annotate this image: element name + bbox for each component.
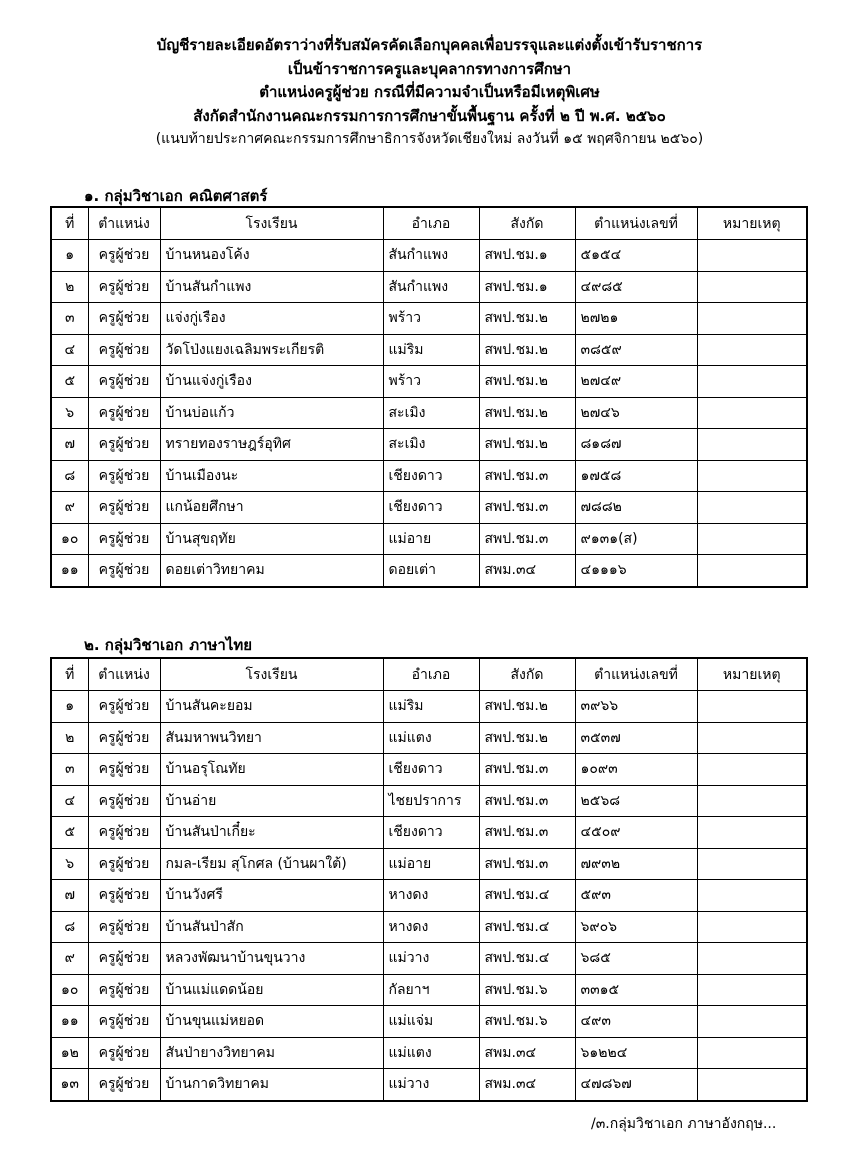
cell-position: ครูผู้ช่วย [88, 429, 160, 461]
cell-no: ๕ [51, 817, 88, 849]
table-row [51, 1069, 807, 1101]
header-col-district: อำเภอ [383, 658, 479, 691]
cell-remark [697, 785, 807, 817]
cell-school: บ้านเมืองนะ [160, 460, 383, 492]
header-col-school: โรงเรียน [160, 658, 383, 691]
cell-district: พร้าว [383, 366, 479, 398]
cell-position: ครูผู้ช่วย [88, 1037, 160, 1069]
cell-post-number: ๒๗๒๑ [575, 303, 697, 335]
cell-remark [697, 943, 807, 975]
cell-agency: สพป.ชม.๑ [479, 271, 575, 303]
table-row [51, 722, 807, 754]
header-title-line-1: บัญชีรายละเอียดอัตราว่างที่รับสมัครคัดเลือกบุคคลเพื่อบรรจุและแต่งตั้งเข้ารับราชการ [156, 36, 703, 54]
cell-school: ทรายทองราษฎร์อุทิศ [160, 429, 383, 461]
cell-position: ครูผู้ช่วย [88, 785, 160, 817]
header-title-line-4: สังกัดสำนักงานคณะกรรมการการศึกษาขั้นพื้นฐาน ครั้งที่ ๒ ปี พ.ศ. ๒๕๖๐ [193, 106, 666, 125]
cell-no: ๗ [51, 880, 88, 912]
cell-position: ครูผู้ช่วย [88, 722, 160, 754]
cell-school: วัดโป่งแยงเฉลิมพระเกียรติ [160, 334, 383, 366]
cell-school: บ้านอรุโณทัย [160, 754, 383, 786]
cell-agency: สพป.ชม.๒ [479, 303, 575, 335]
cell-agency: สพป.ชม.๓ [479, 848, 575, 880]
table-row [51, 691, 807, 723]
cell-district: แม่ริม [383, 691, 479, 723]
cell-post-number: ๕๙๓ [575, 880, 697, 912]
table-row [51, 555, 807, 587]
cell-agency: สพป.ชม.๒ [479, 397, 575, 429]
cell-no: ๑๐ [51, 974, 88, 1006]
cell-district: กัลยาฯ [383, 974, 479, 1006]
table-row [51, 817, 807, 849]
cell-no: ๘ [51, 911, 88, 943]
cell-agency: สพป.ชม.๔ [479, 943, 575, 975]
cell-position: ครูผู้ช่วย [88, 366, 160, 398]
cell-position: ครูผู้ช่วย [88, 1006, 160, 1038]
header-title-line-3: ตำแหน่งครูผู้ช่วย กรณีที่มีความจำเป็นหรือมีเหตุพิเศษ [259, 83, 600, 101]
cell-remark [697, 848, 807, 880]
cell-district: สันกำแพง [383, 240, 479, 272]
header-title-line-2: เป็นข้าราชการครูและบุคลากรทางการศึกษา [287, 59, 572, 78]
section-2-subject: ภาษาไทย [189, 636, 253, 654]
cell-agency: สพป.ชม.๔ [479, 911, 575, 943]
cell-no: ๒ [51, 271, 88, 303]
cell-post-number: ๗๙๓๒ [575, 848, 697, 880]
table-row [51, 492, 807, 524]
table-row [51, 754, 807, 786]
cell-position: ครูผู้ช่วย [88, 523, 160, 555]
cell-no: ๑๐ [51, 523, 88, 555]
cell-remark [697, 492, 807, 524]
cell-district: สันกำแพง [383, 271, 479, 303]
header-col-post-number: ตำแหน่งเลขที่ [575, 658, 697, 691]
cell-remark [697, 911, 807, 943]
cell-remark [697, 974, 807, 1006]
cell-post-number: ๔๙๓ [575, 1006, 697, 1038]
cell-position: ครูผู้ช่วย [88, 492, 160, 524]
cell-position: ครูผู้ช่วย [88, 271, 160, 303]
cell-no: ๖ [51, 848, 88, 880]
cell-position: ครูผู้ช่วย [88, 817, 160, 849]
header-col-no: ที่ [51, 207, 88, 240]
cell-no: ๗ [51, 429, 88, 461]
cell-agency: สพป.ชม.๖ [479, 1006, 575, 1038]
table-row [51, 785, 807, 817]
cell-post-number: ๘๑๘๗ [575, 429, 697, 461]
cell-agency: สพม.๓๔ [479, 1037, 575, 1069]
cell-school: บ้านสันป่าเกี๋ยะ [160, 817, 383, 849]
table-row [51, 397, 807, 429]
cell-remark [697, 1037, 807, 1069]
cell-post-number: ๓๘๕๙ [575, 334, 697, 366]
table-row [51, 1037, 807, 1069]
cell-school: บ้านบ่อแก้ว [160, 397, 383, 429]
cell-agency: สพป.ชม.๒ [479, 429, 575, 461]
cell-agency: สพป.ชม.๖ [479, 974, 575, 1006]
cell-school: กมล-เรียม สุโกศล (บ้านผาใต้) [160, 848, 383, 880]
header-col-no: ที่ [51, 658, 88, 691]
section-2-title [84, 633, 252, 657]
header-col-position: ตำแหน่ง [88, 207, 160, 240]
cell-remark [697, 722, 807, 754]
cell-post-number: ๕๑๕๔ [575, 240, 697, 272]
cell-school: สันป่ายางวิทยาคม [160, 1037, 383, 1069]
cell-school: ดอยเต่าวิทยาคม [160, 555, 383, 587]
cell-district: แม่อาย [383, 523, 479, 555]
cell-post-number: ๔๙๘๕ [575, 271, 697, 303]
cell-no: ๖ [51, 397, 88, 429]
table-row [51, 1006, 807, 1038]
cell-remark [697, 303, 807, 335]
continuation-note: /๓.กลุ่มวิชาเอก ภาษาอังกฤษ... [591, 1116, 777, 1132]
cell-school: แจ่งกู่เรือง [160, 303, 383, 335]
cell-district: หางดง [383, 880, 479, 912]
cell-school: บ้านวังศรี [160, 880, 383, 912]
cell-district: แม่แตง [383, 1037, 479, 1069]
cell-no: ๑๑ [51, 1006, 88, 1038]
cell-district: แม่วาง [383, 1069, 479, 1101]
cell-post-number: ๖๘๕ [575, 943, 697, 975]
cell-position: ครูผู้ช่วย [88, 848, 160, 880]
header-note: (แนบท้ายประกาศคณะกรรมการศึกษาธิการจังหวัดเชียงใหม่ ลงวันที่ ๑๕ พฤศจิกายน ๒๕๖๐) [155, 131, 704, 147]
cell-remark [697, 271, 807, 303]
table-row [51, 911, 807, 943]
cell-no: ๑ [51, 691, 88, 723]
table-row [51, 334, 807, 366]
header-col-position: ตำแหน่ง [88, 658, 160, 691]
section-1-table [50, 206, 808, 588]
cell-agency: สพป.ชม.๓ [479, 460, 575, 492]
cell-district: แม่ริม [383, 334, 479, 366]
table-header-row [51, 658, 807, 691]
cell-position: ครูผู้ช่วย [88, 943, 160, 975]
cell-no: ๙ [51, 943, 88, 975]
cell-school: บ้านแจ่งกู่เรือง [160, 366, 383, 398]
cell-position: ครูผู้ช่วย [88, 240, 160, 272]
table-row [51, 303, 807, 335]
cell-no: ๘ [51, 460, 88, 492]
cell-remark [697, 460, 807, 492]
cell-position: ครูผู้ช่วย [88, 1069, 160, 1101]
section-1-title [84, 184, 267, 208]
cell-agency: สพป.ชม.๒ [479, 366, 575, 398]
cell-agency: สพป.ชม.๓ [479, 523, 575, 555]
cell-post-number: ๒๗๔๖ [575, 397, 697, 429]
cell-agency: สพป.ชม.๓ [479, 785, 575, 817]
section-1-subject: คณิตศาสตร์ [188, 187, 268, 205]
cell-district: เชียงดาว [383, 817, 479, 849]
cell-school: บ้านสันป่าสัก [160, 911, 383, 943]
cell-no: ๑๒ [51, 1037, 88, 1069]
cell-post-number: ๙๑๓๑(ส) [575, 523, 697, 555]
table-row [51, 848, 807, 880]
header-col-post-number: ตำแหน่งเลขที่ [575, 207, 697, 240]
cell-school: สันมหาพนวิทยา [160, 722, 383, 754]
cell-school: บ้านแม่แดดน้อย [160, 974, 383, 1006]
cell-district: แม่วาง [383, 943, 479, 975]
header-col-agency: สังกัด [479, 207, 575, 240]
cell-position: ครูผู้ช่วย [88, 974, 160, 1006]
cell-post-number: ๓๓๑๕ [575, 974, 697, 1006]
cell-position: ครูผู้ช่วย [88, 911, 160, 943]
cell-remark [697, 555, 807, 587]
cell-post-number: ๗๘๘๒ [575, 492, 697, 524]
cell-district: หางดง [383, 911, 479, 943]
cell-agency: สพป.ชม.๓ [479, 754, 575, 786]
cell-agency: สพม.๓๔ [479, 555, 575, 587]
cell-position: ครูผู้ช่วย [88, 880, 160, 912]
cell-post-number: ๒๗๔๙ [575, 366, 697, 398]
cell-school: บ้านสันคะยอม [160, 691, 383, 723]
cell-school: หลวงพัฒนาบ้านขุนวาง [160, 943, 383, 975]
cell-post-number: ๓๙๖๖ [575, 691, 697, 723]
cell-remark [697, 817, 807, 849]
cell-no: ๑๓ [51, 1069, 88, 1101]
cell-agency: สพป.ชม.๑ [479, 240, 575, 272]
cell-no: ๓ [51, 303, 88, 335]
cell-agency: สพป.ชม.๒ [479, 334, 575, 366]
cell-remark [697, 523, 807, 555]
cell-post-number: ๔๗๘๖๗ [575, 1069, 697, 1101]
cell-district: สะเมิง [383, 429, 479, 461]
cell-post-number: ๑๗๕๘ [575, 460, 697, 492]
table-row [51, 366, 807, 398]
cell-remark [697, 1069, 807, 1101]
cell-position: ครูผู้ช่วย [88, 397, 160, 429]
header-col-remark: หมายเหตุ [697, 207, 807, 240]
cell-district: แม่อาย [383, 848, 479, 880]
table-row [51, 271, 807, 303]
cell-district: แม่แตง [383, 722, 479, 754]
header-col-school: โรงเรียน [160, 207, 383, 240]
cell-district: เชียงดาว [383, 460, 479, 492]
cell-post-number: ๔๑๑๑๖ [575, 555, 697, 587]
header-col-remark: หมายเหตุ [697, 658, 807, 691]
table-header-row [51, 207, 807, 240]
cell-remark [697, 397, 807, 429]
cell-agency: สพป.ชม.๒ [479, 722, 575, 754]
cell-position: ครูผู้ช่วย [88, 334, 160, 366]
cell-no: ๙ [51, 492, 88, 524]
cell-agency: สพป.ชม.๓ [479, 492, 575, 524]
cell-school: บ้านสุขฤทัย [160, 523, 383, 555]
table-row [51, 240, 807, 272]
cell-no: ๓ [51, 754, 88, 786]
cell-school: แกน้อยศึกษา [160, 492, 383, 524]
cell-remark [697, 691, 807, 723]
cell-remark [697, 429, 807, 461]
cell-remark [697, 366, 807, 398]
cell-post-number: ๖๑๒๒๔ [575, 1037, 697, 1069]
cell-position: ครูผู้ช่วย [88, 754, 160, 786]
cell-post-number: ๔๕๐๙ [575, 817, 697, 849]
table-row [51, 974, 807, 1006]
document-header [0, 34, 859, 151]
cell-post-number: ๓๕๓๗ [575, 722, 697, 754]
cell-school: บ้านขุนแม่หยอด [160, 1006, 383, 1038]
table-row [51, 460, 807, 492]
cell-position: ครูผู้ช่วย [88, 691, 160, 723]
cell-school: บ้านหนองโค้ง [160, 240, 383, 272]
cell-remark [697, 240, 807, 272]
cell-remark [697, 754, 807, 786]
cell-no: ๑๑ [51, 555, 88, 587]
cell-district: สะเมิง [383, 397, 479, 429]
cell-agency: สพป.ชม.๒ [479, 691, 575, 723]
cell-position: ครูผู้ช่วย [88, 555, 160, 587]
cell-district: แม่แจ่ม [383, 1006, 479, 1038]
cell-district: พร้าว [383, 303, 479, 335]
cell-no: ๑ [51, 240, 88, 272]
cell-remark [697, 880, 807, 912]
cell-agency: สพป.ชม.๔ [479, 880, 575, 912]
cell-no: ๒ [51, 722, 88, 754]
cell-agency: สพป.ชม.๓ [479, 817, 575, 849]
cell-district: ดอยเต่า [383, 555, 479, 587]
cell-school: บ้านอ่าย [160, 785, 383, 817]
section-2-label: ๒. กลุ่มวิชาเอก [84, 636, 184, 654]
cell-post-number: ๖๙๐๖ [575, 911, 697, 943]
cell-post-number: ๑๐๙๓ [575, 754, 697, 786]
cell-agency: สพม.๓๔ [479, 1069, 575, 1101]
header-col-agency: สังกัด [479, 658, 575, 691]
table-row [51, 523, 807, 555]
cell-position: ครูผู้ช่วย [88, 460, 160, 492]
cell-no: ๔ [51, 334, 88, 366]
cell-remark [697, 1006, 807, 1038]
section-2-table [50, 657, 808, 1102]
cell-school: บ้านสันกำแพง [160, 271, 383, 303]
cell-post-number: ๒๕๖๘ [575, 785, 697, 817]
cell-no: ๕ [51, 366, 88, 398]
cell-no: ๔ [51, 785, 88, 817]
cell-school: บ้านกาดวิทยาคม [160, 1069, 383, 1101]
table-row [51, 880, 807, 912]
cell-district: เชียงดาว [383, 492, 479, 524]
table-row [51, 429, 807, 461]
cell-remark [697, 334, 807, 366]
cell-district: เชียงดาว [383, 754, 479, 786]
cell-position: ครูผู้ช่วย [88, 303, 160, 335]
header-col-district: อำเภอ [383, 207, 479, 240]
table-row [51, 943, 807, 975]
cell-district: ไชยปราการ [383, 785, 479, 817]
section-1-label: ๑. กลุ่มวิชาเอก [84, 187, 183, 205]
